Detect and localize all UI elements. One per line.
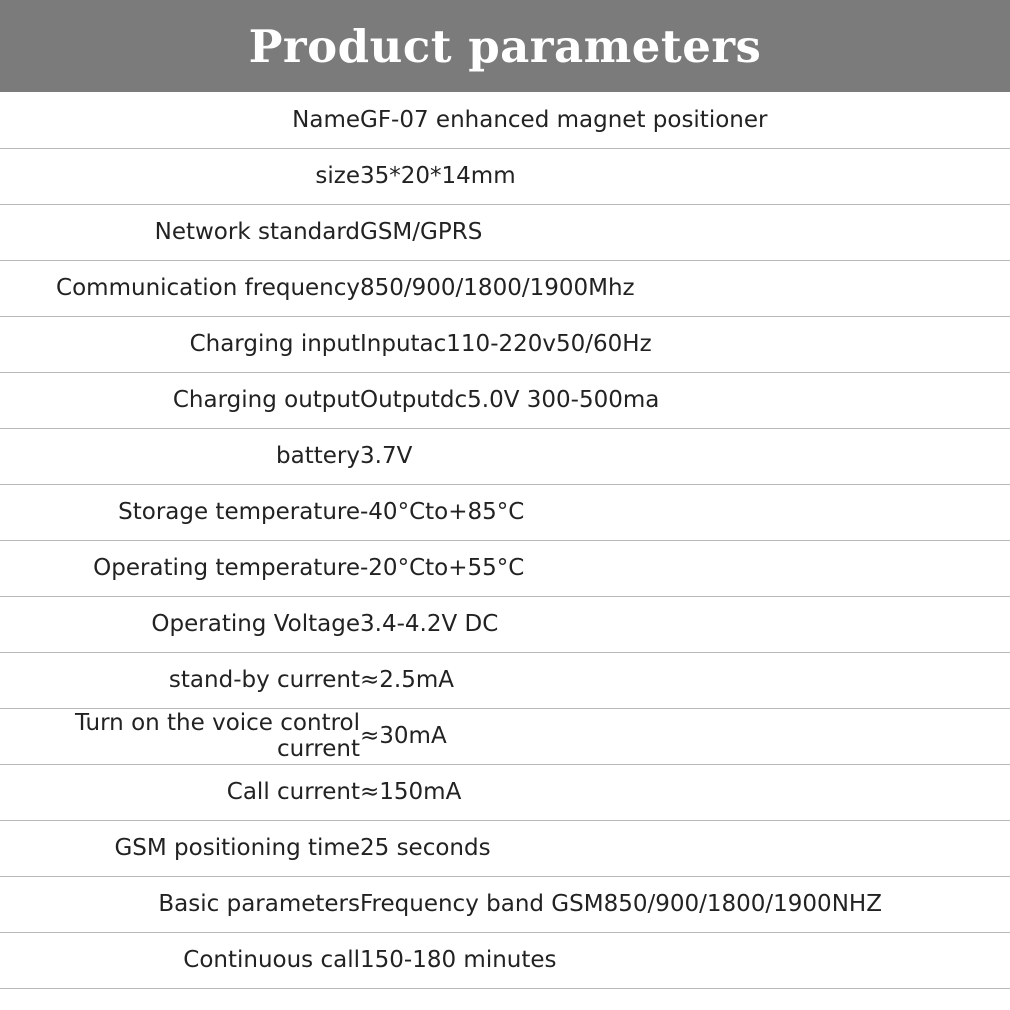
table-row [0, 764, 1010, 820]
parameter-value: 3.4-4.2V DC [360, 596, 1010, 652]
parameter-label: Turn on the voice control current [0, 708, 360, 764]
parameter-label: size [0, 148, 360, 204]
parameters-table [0, 92, 1010, 989]
parameter-value: Inputac110-220v50/60Hz [360, 316, 1010, 372]
parameter-value: 3.7V [360, 428, 1010, 484]
parameter-label: Call current [0, 764, 360, 820]
parameter-value: -40°Cto+85°C [360, 484, 1010, 540]
parameter-value: -20°Cto+55°C [360, 540, 1010, 596]
parameter-value: GSM/GPRS [360, 204, 1010, 260]
table-row [0, 876, 1010, 932]
table-row [0, 932, 1010, 988]
parameter-value: 850/900/1800/1900Mhz [360, 260, 1010, 316]
parameter-value: ≈150mA [360, 764, 1010, 820]
parameter-label: Basic parameters [0, 876, 360, 932]
parameter-label: Operating Voltage [0, 596, 360, 652]
parameter-value: 25 seconds [360, 820, 1010, 876]
parameter-label: Name [0, 92, 360, 148]
parameter-label: GSM positioning time [0, 820, 360, 876]
parameter-label: Charging input [0, 316, 360, 372]
header-bar [0, 0, 1010, 92]
parameter-label: Communication frequency [0, 260, 360, 316]
parameter-value: 150-180 minutes [360, 932, 1010, 988]
parameter-value: ≈2.5mA [360, 652, 1010, 708]
table-row [0, 260, 1010, 316]
table-row [0, 428, 1010, 484]
table-row [0, 484, 1010, 540]
parameter-label: Continuous call [0, 932, 360, 988]
parameter-label: battery [0, 428, 360, 484]
table-row [0, 92, 1010, 148]
parameter-value: 35*20*14mm [360, 148, 1010, 204]
table-row [0, 652, 1010, 708]
table-row [0, 372, 1010, 428]
table-row [0, 708, 1010, 764]
parameter-label: Charging output [0, 372, 360, 428]
table-row [0, 148, 1010, 204]
page-title: Product parameters [248, 19, 762, 73]
parameter-value: Frequency band GSM850/900/1800/1900NHZ [360, 876, 1010, 932]
table-row [0, 540, 1010, 596]
parameter-label: stand-by current [0, 652, 360, 708]
table-row [0, 596, 1010, 652]
parameter-value: ≈30mA [360, 708, 1010, 764]
table-row [0, 204, 1010, 260]
parameter-label: Network standard [0, 204, 360, 260]
table-row [0, 316, 1010, 372]
parameters-table-body [0, 92, 1010, 988]
parameter-label: Operating temperature [0, 540, 360, 596]
parameter-value: GF-07 enhanced magnet positioner [360, 92, 1010, 148]
table-row [0, 820, 1010, 876]
parameter-value: Outputdc5.0V 300-500ma [360, 372, 1010, 428]
parameter-label: Storage temperature [0, 484, 360, 540]
